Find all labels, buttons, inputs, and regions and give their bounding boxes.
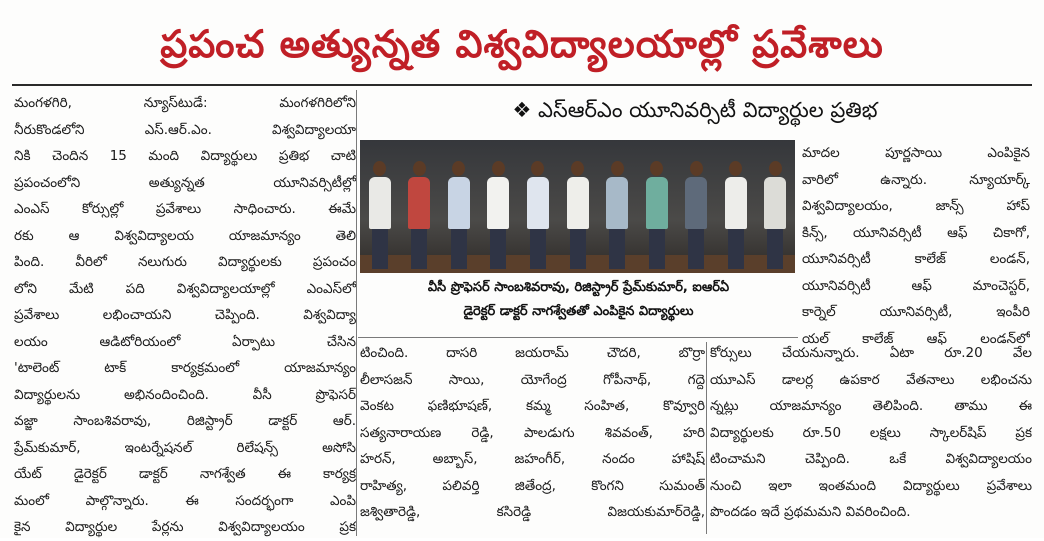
article-line: రాహిత్య, పలివర్తి జితేంద్ర, కొంగని సుమంత్ xyxy=(360,477,705,494)
article-line: మంలో పాల్గొన్నారు. ఈ సందర్భంగా ఎంపి xyxy=(14,492,356,509)
article-line: విద్యార్థులకు రూ.50 లక్షలు స్కాలర్‌షిప్ ప్రక xyxy=(710,424,1032,441)
photo-person xyxy=(725,161,747,269)
photo-person xyxy=(646,161,668,269)
article-line: మాదల పూర్ణసాయి ఎంపికైన xyxy=(802,145,1030,161)
photo-person xyxy=(567,161,589,269)
photo-person xyxy=(685,161,707,269)
article-line: ప్రవేశాలు లభించాయని చెప్పింది. విశ్వవిద్యా xyxy=(14,307,356,323)
column-divider xyxy=(706,342,707,534)
photo-person xyxy=(448,161,470,269)
photo-person xyxy=(487,161,509,269)
article-line: యేట్ డైరెక్టర్ డాక్టర్ నాగశ్వేత ఈ కార్యక్ర xyxy=(14,466,356,482)
article-line: నికి చెందిన 15 మంది విద్యార్థులు ప్రతిభ చాటి xyxy=(14,148,356,164)
caption-line: డైరెక్టర్ డాక్టర్ నాగశ్వేతతో ఎంపికైన విద్యార్థులు xyxy=(463,304,694,319)
article-line: లయం ఆడిటోరియంలో ఏర్పాటు చేసిన xyxy=(14,333,356,350)
photo-person xyxy=(408,161,430,269)
article-line: కార్నెల్ యూనివర్సిటీ, ఇంపీరి xyxy=(802,304,1030,320)
article-line: యల్ కాలేజ్ ఆఫ్ లండన్‌లో xyxy=(802,330,1030,347)
article-line: కైన విద్యార్థుల పేర్లను విశ్వవిద్యాలయం ప్రక xyxy=(14,519,356,535)
photo-person xyxy=(527,161,549,269)
caption-rule xyxy=(358,337,798,338)
article-line: కోర్సులు చేయనున్నారు. ఏటా రూ.20 వేల xyxy=(710,345,1032,361)
photo-person xyxy=(764,161,786,269)
article-line: జశ్వితారెడ్డి, కసిరెడ్డి విజయకుమార్‌రెడ్డి, xyxy=(360,504,705,520)
photo-person xyxy=(369,161,391,269)
article-line: ప్రపంచంలోని అత్యున్నత యూనివర్సిటీల్లో xyxy=(14,174,356,191)
article-line: మంగళగిరి, న్యూస్‌టుడే: మంగళగిరిలోని xyxy=(14,95,356,111)
article-column-1 xyxy=(14,90,356,541)
article-line: విద్యార్థులను అభినందించింది. వీసీ ప్రొఫెసర్ xyxy=(14,386,356,403)
photo-caption xyxy=(362,276,795,324)
article-column-4 xyxy=(710,340,1032,526)
headline: ప్రపంచ అత్యున్నత విశ్వవిద్యాలయాల్లో ప్రవేశాలు xyxy=(160,22,884,66)
group-photo xyxy=(360,140,795,273)
article-line: వారిలో ఉన్నారు. న్యూయార్క్ xyxy=(802,171,1030,188)
article-line: వెంకట ఫణిభూషణ్, కమ్మ సంహిత, కొవ్వూరి xyxy=(360,398,705,414)
article-line: 'టాలెంట్ టాక్ కార్యక్రమంలో యాజమాన్యం xyxy=(14,360,356,376)
article-line: సత్యనారాయణ రెడ్డి, పాలడుగు శివవంత్, హరి xyxy=(360,424,705,441)
article-line: వజ్జా సాంబశివరావు, రిజిస్ట్రార్ డాక్టర్ ఆర్. xyxy=(14,413,356,429)
article-line: విశ్వవిద్యాలయం, జాన్స్ హాప్ xyxy=(802,198,1030,214)
column-divider xyxy=(356,90,357,536)
article-line: యూనివర్సిటీ ఆఫ్ మాంచెస్టర్, xyxy=(802,277,1030,294)
article-line: రకు ఆ విశ్వవిద్యాలయ యాజమాన్యం తెలి xyxy=(14,227,356,244)
article-line: టించింది. దాసరి జయరామ్ చౌదరి, బొర్రా xyxy=(360,345,705,361)
article-line: నీరుకొండలోని ఎస్.ఆర్.ఎం. విశ్వవిద్యాలయా xyxy=(14,121,356,138)
article-line: ప్రేమ్‌కుమార్, ఇంటర్నేషనల్ రిలేషన్స్ అసోసి xyxy=(14,439,356,456)
article-line: యూనివర్సిటీ కాలేజ్ లండన్, xyxy=(802,251,1030,267)
article-line: ఎంఎస్ కోర్సుల్లో ప్రవేశాలు సాధించారు. ఈమే xyxy=(14,201,356,217)
article-line: కిన్స్, యూనివర్సిటీ ఆఫ్ చికాగో, xyxy=(802,224,1030,241)
article-line: న్నట్లు యాజమాన్యం తెలిపింది. తాము ఈ xyxy=(710,398,1032,414)
article-column-3 xyxy=(802,140,1030,352)
photo-person xyxy=(606,161,628,269)
caption-line: వీసీ ప్రొఫెసర్ సాంబశివరావు, రిజిస్ట్రార్ ప్రేమ్‌కుమార్, ఐఆర్‌ఏ xyxy=(427,280,730,295)
article-line: యూఎస్ డాలర్ల ఉపకార వేతనాలు లభించను xyxy=(710,371,1032,388)
article-column-2 xyxy=(360,340,705,526)
subheadline: ❖ ఎస్ఆర్ఎం యూనివర్సిటీ విద్యార్థుల ప్రతిభ xyxy=(512,98,878,122)
article-line: హరన్, అబ్బాస్, జహంగీర్, నందం హాషిష్ xyxy=(360,451,705,467)
article-line: పింది. వీరిలో నలుగురు విద్యార్థులకు ప్రపంచం xyxy=(14,254,356,270)
article-line: లీలాసజన్ సాయి, యోగేంద్ర గోపీనాథ్, గద్దె xyxy=(360,371,705,388)
article-line: టించామని చెప్పింది. ఒకే విశ్వవిద్యాలయం xyxy=(710,451,1032,467)
article-line: లోని మేటి పది విశ్వవిద్యాలయాల్లో ఎంఎస్‌లో xyxy=(14,280,356,297)
article-line: పొందడం ఇదే ప్రథమమని వివరించింది. xyxy=(710,504,911,520)
article-line: నుంచి ఇలా ఇంతమంది విద్యార్థులు ప్రవేశాలు xyxy=(710,477,1032,494)
headline-rule xyxy=(12,84,1032,86)
